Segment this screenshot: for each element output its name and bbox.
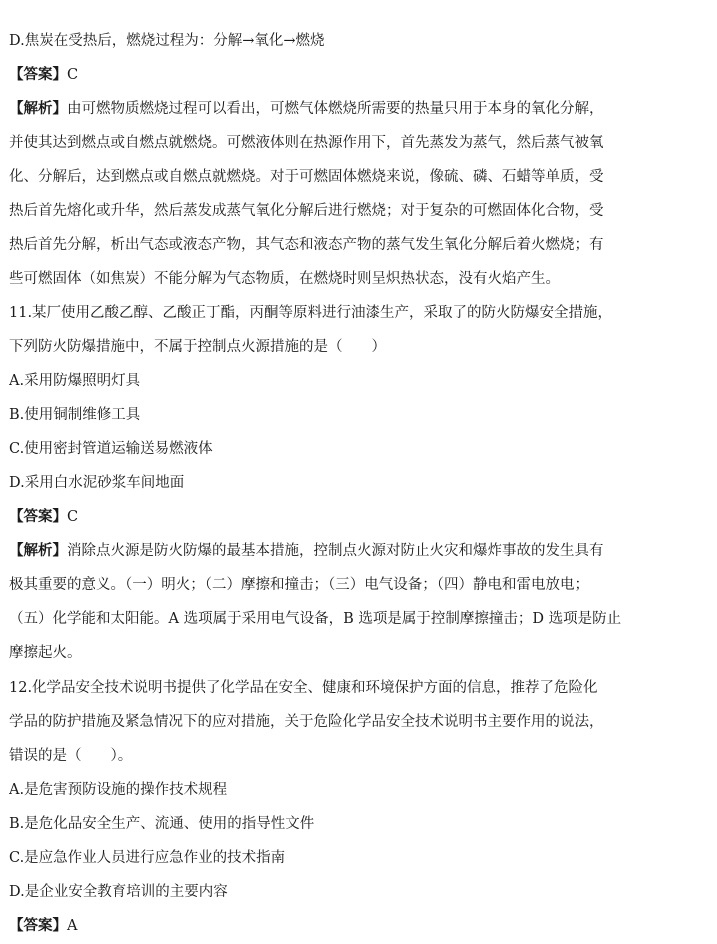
q12-stem-line: 12.化学品安全技术说明书提供了化学品在安全、健康和环境保护方面的信息，推荐了危险化 — [9, 680, 598, 696]
answer-value: C — [67, 509, 79, 525]
analysis-text: 消除点火源是防火防爆的最基本措施，控制点火源对防止火灾和爆炸事故的发生具有 — [67, 543, 604, 559]
answer-tag: 【答案】 — [9, 917, 67, 934]
q11-option-b: B.使用铜制维修工具 — [9, 407, 141, 423]
q11-analysis-line — [9, 541, 709, 561]
q10-analysis-line: 化、分解后，达到燃点或自燃点就燃烧。对于可燃固体燃烧来说，像硫、磷、石蜡等单质，受 — [9, 169, 604, 185]
q10-analysis-line: 热后首先分解，析出气态或液态产物，其气态和液态产物的蒸气发生氧化分解后着火燃烧；有 — [9, 237, 604, 253]
q12-stem-line: 错误的是（ ）。 — [9, 748, 133, 764]
q11-analysis-line: 极其重要的意义。（一）明火；（二）摩擦和撞击；（三）电气设备；（四）静电和雷电放电； — [9, 577, 589, 593]
q10-option-d: D.焦炭在受热后，燃烧过程为：分解→氧化→燃烧 — [9, 33, 325, 49]
q11-stem-line: 下列防火防爆措施中，不属于控制点火源措施的是（ ） — [9, 339, 386, 355]
answer-tag: 【答案】 — [9, 66, 67, 83]
answer-tag: 【答案】 — [9, 508, 67, 525]
q11-answer — [9, 507, 709, 527]
analysis-tag: 【解析】 — [9, 100, 67, 117]
q10-analysis-line: 并使其达到燃点或自燃点就燃烧。可燃液体则在热源作用下，首先蒸发为蒸气，然后蒸气被氧 — [9, 135, 604, 151]
q12-stem-line: 学品的防护措施及紧急情况下的应对措施，关于危险化学品安全技术说明书主要作用的说法， — [9, 714, 604, 730]
q11-analysis-line: 摩擦起火。 — [9, 645, 82, 661]
q11-stem-line: 11.某厂使用乙酸乙醇、乙酸正丁酯，丙酮等原料进行油漆生产，采取了的防火防爆安全措施， — [9, 305, 613, 321]
q12-option-a: A.是危害预防设施的操作技术规程 — [9, 782, 228, 798]
q10-answer — [9, 65, 709, 85]
q11-option-d: D.采用白水泥砂浆车间地面 — [9, 475, 185, 491]
q11-option-a: A.采用防爆照明灯具 — [9, 373, 141, 389]
q11-option-c: C.使用密封管道运输送易燃液体 — [9, 441, 213, 457]
q10-analysis-line: 热后首先熔化或升华，然后蒸发成蒸气氧化分解后进行燃烧；对于复杂的可燃固体化合物，受 — [9, 203, 604, 219]
q11-analysis-line: （五）化学能和太阳能。A 选项属于采用电气设备，B 选项是属于控制摩擦撞击；D 选项是防止 — [9, 611, 622, 627]
q12-option-d: D.是企业安全教育培训的主要内容 — [9, 884, 228, 900]
answer-value: C — [67, 67, 79, 83]
answer-value: A — [67, 918, 78, 934]
q12-option-c: C.是应急作业人员进行应急作业的技术指南 — [9, 850, 286, 866]
q12-option-b: B.是危化品安全生产、流通、使用的指导性文件 — [9, 816, 315, 832]
analysis-text: 由可燃物质燃烧过程可以看出，可燃气体燃烧所需要的热量只用于本身的氧化分解， — [67, 101, 604, 117]
q10-analysis-line — [9, 99, 709, 119]
analysis-tag: 【解析】 — [9, 542, 67, 559]
q12-answer — [9, 916, 709, 936]
q10-analysis-line: 些可燃固体（如焦炭）不能分解为气态物质，在燃烧时则呈炽热状态，没有火焰产生。 — [9, 271, 560, 287]
